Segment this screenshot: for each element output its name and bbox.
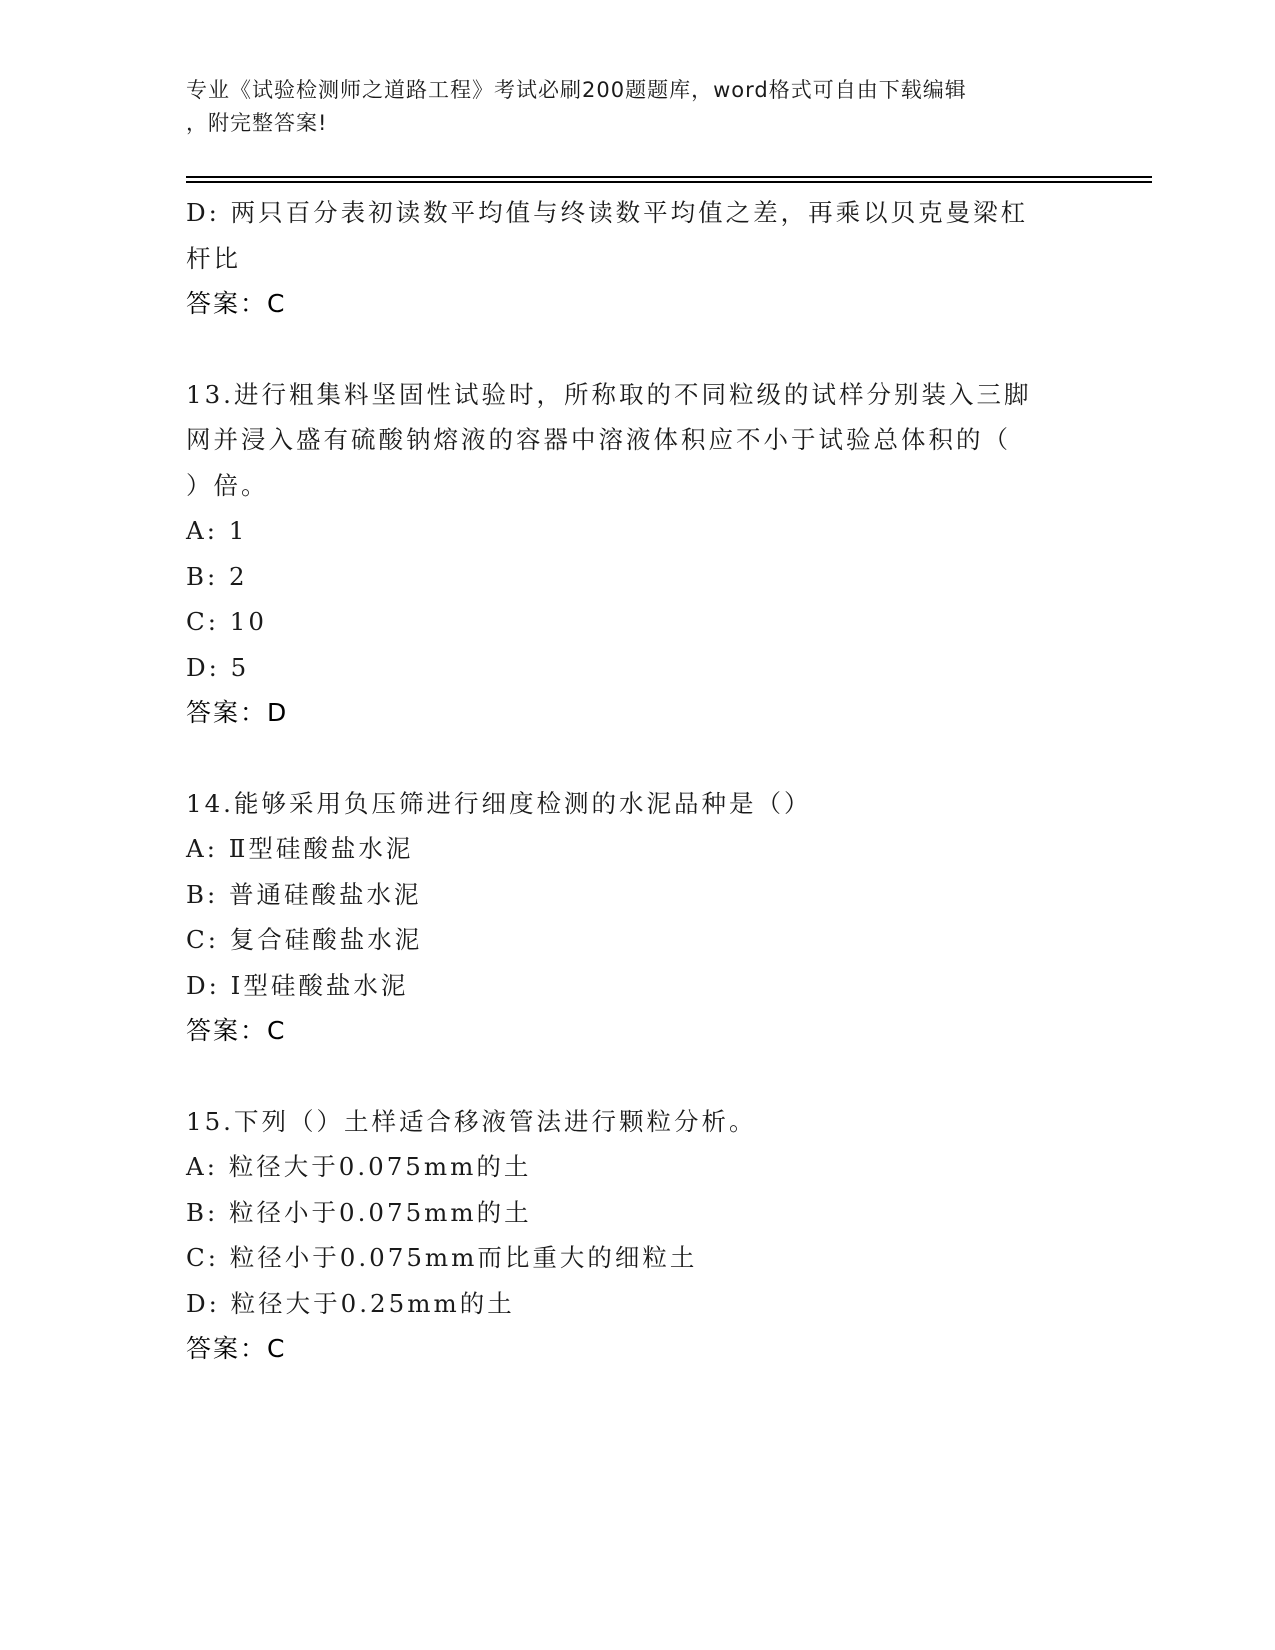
question-text-continued: ）倍。 — [186, 470, 269, 500]
answer-line: 答案：C — [186, 1016, 287, 1045]
option-b: B: 2 — [186, 561, 248, 591]
question-text: 13.进行粗集料坚固性试验时，所称取的不同粒级的试样分别装入三脚 — [186, 379, 1032, 409]
header-divider-top — [186, 176, 1152, 178]
previous-question-tail — [186, 190, 1086, 327]
option-c: C: 10 — [186, 607, 267, 636]
question-14 — [186, 781, 1086, 1054]
question-text: 15.下列（）土样适合移液管法进行颗粒分析。 — [186, 1106, 757, 1136]
document-header — [186, 74, 1066, 140]
header-title-line-continued: ，附完整答案! — [186, 111, 328, 135]
answer-line: 答案：C — [186, 289, 287, 318]
option-d-line-continued: 杆比 — [186, 243, 241, 273]
option-d: D: 粒径大于0.25mm的土 — [186, 1288, 515, 1318]
question-13 — [186, 372, 1086, 736]
option-d: D: 5 — [186, 652, 250, 682]
spacer — [186, 327, 1086, 372]
question-15 — [186, 1099, 1086, 1372]
option-d: D: Ⅰ型硅酸盐水泥 — [186, 970, 409, 1000]
option-c: C: 粒径小于0.075mm而比重大的细粒土 — [186, 1243, 698, 1272]
header-divider-bottom — [186, 181, 1152, 183]
option-d-line: D: 两只百分表初读数平均值与终读数平均值之差，再乘以贝克曼梁杠 — [186, 198, 1029, 227]
question-text-continued: 网并浸入盛有硫酸钠熔液的容器中溶液体积应不小于试验总体积的（ — [186, 425, 1011, 454]
spacer — [186, 1054, 1086, 1099]
spacer — [186, 736, 1086, 781]
option-b: B: 普通硅酸盐水泥 — [186, 879, 422, 909]
option-c: C: 复合硅酸盐水泥 — [186, 925, 423, 954]
option-a: A: Ⅱ型硅酸盐水泥 — [186, 834, 414, 863]
option-a: A: 粒径大于0.075mm的土 — [186, 1152, 532, 1181]
answer-line: 答案：D — [186, 698, 289, 727]
answer-line: 答案：C — [186, 1334, 287, 1363]
option-b: B: 粒径小于0.075mm的土 — [186, 1197, 532, 1227]
option-a: A: 1 — [186, 516, 248, 545]
header-title-line: 专业《试验检测师之道路工程》考试必刷200题题库，word格式可自由下载编辑 — [186, 78, 967, 102]
question-text: 14.能够采用负压筛进行细度检测的水泥品种是（） — [186, 788, 812, 818]
document-body — [186, 190, 1086, 1372]
